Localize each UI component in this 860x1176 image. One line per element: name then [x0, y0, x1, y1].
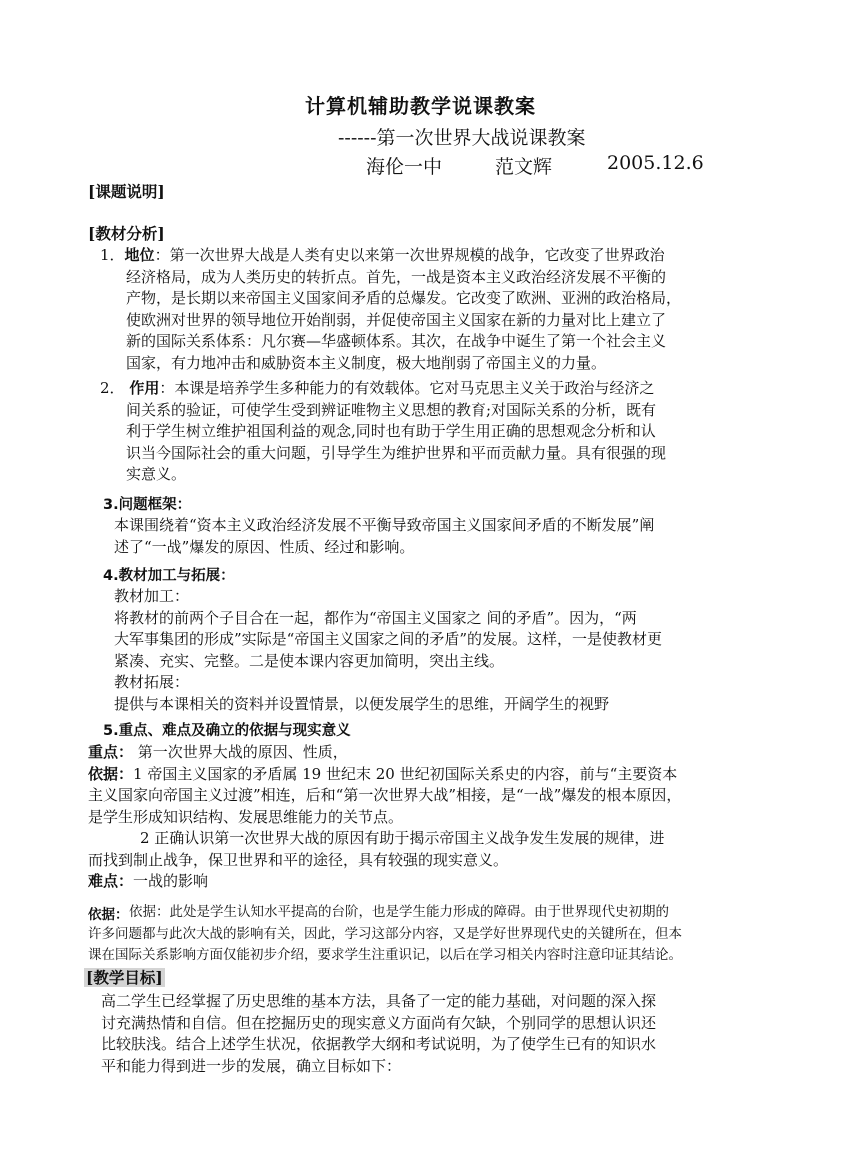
- document-date: 2005.12.6: [607, 152, 704, 174]
- author-name: 范文辉: [495, 156, 553, 178]
- item-line: 紧凑、充实、完整。二是使本课内容更加简明，突出主线。: [114, 651, 505, 670]
- item-line: 本课围绕着“资本主义政治经济发展不平衡导致帝国主义国家间矛盾的不断发展”阐: [114, 516, 655, 534]
- item-position: [100, 245, 681, 374]
- basis-line: 许多问题都与此次大战的影响有关，因此，学习这部分内容，又是学好世界现代史的关键所在，但本: [88, 925, 682, 942]
- basis-label: 依据：: [88, 764, 134, 783]
- goal-line: 比较肤浅。结合上述学生状况，依据教学大纲和考试说明，为了使学生已有的知识水: [101, 1035, 657, 1053]
- item-processing-body: [114, 586, 662, 715]
- item-line: 经济格局，成为人类历史的转折点。首先，一战是资本主义政治经济发展不平衡的: [126, 267, 667, 286]
- document-subtitle: ------第一次世界大战说课教案: [338, 127, 586, 149]
- school-name: 海伦一中: [366, 156, 443, 178]
- item-line: 利于学生树立维护祖国利益的观念,同时也有助于学生用正确的思想观念分析和认: [126, 422, 656, 440]
- keypoint-label: 重点：: [88, 743, 134, 761]
- item-line: 使欧洲对世界的领导地位开始削弱，并促使帝国主义国家在新的力量对比上建立了: [126, 310, 667, 329]
- basis-line: 课在国际关系影响方面仅能初步介绍，要求学生注重识记，以后在学习相关内容时注意印证其结论。: [88, 947, 682, 963]
- basis-line: 依据：此处是学生认知水平提高的台阶，也是学生能力形成的障碍。由于世界现代史初期的: [129, 904, 669, 920]
- section-material-heading: [教材分析]: [88, 224, 165, 243]
- goals-heading-text: [教学目标]: [86, 968, 163, 987]
- item-function: [100, 378, 666, 486]
- item-line: 述了“一战”爆发的原因、性质、经过和影响。: [114, 537, 415, 556]
- keypoint-text: 第一次世界大战的原因、性质，: [133, 743, 348, 761]
- item-line: 将教材的前两个子目合在一起，都作为“帝国主义国家之 间的矛盾”。因为，“两: [114, 608, 637, 627]
- item-line: 国家，有力地冲击和威胁资本主义制度，极大地削弱了帝国主义的力量。: [126, 353, 607, 372]
- item-label: 作用: [129, 379, 160, 397]
- item-line: 产物，是长期以来帝国主义国家间矛盾的总爆发。它改变了欧洲、亚洲的政治格局，: [126, 289, 682, 307]
- item-keypoints-heading: 5.重点、难点及确立的依据与现实意义: [103, 723, 351, 739]
- item-line: ：本课是培养学生多种能力的有效载体。它对马克思主义关于政治与经济之: [159, 379, 655, 397]
- goal-line: 高二学生已经掌握了历史思维的基本方法，具备了一定的能力基础，对问题的深入探: [101, 992, 657, 1010]
- item-line: 间关系的验证，可使学生受到辨证唯物主义思想的教育;对国际关系的分析，既有: [126, 400, 657, 419]
- item-framework-body: [114, 515, 654, 558]
- basis3-label: 依据：: [88, 907, 129, 923]
- sub-heading: 教材加工：: [114, 587, 190, 605]
- section-topic-heading: [课题说明]: [88, 182, 165, 201]
- item-line: 提供与本课相关的资料并设置情景，以便发展学生的思维，开阔学生的视野: [114, 694, 610, 713]
- basis-line: 而找到制止战争，保卫世界和平的途径，具有较强的现实意义。: [88, 850, 509, 869]
- goals-body: [101, 991, 656, 1077]
- basis-line: 1 帝国主义国家的矛盾属 19 世纪末 20 世纪初国际关系史的内容，前与“主要资本: [133, 764, 678, 783]
- keypoint-block: [88, 742, 681, 893]
- document-title: 计算机辅助教学说课教案: [305, 94, 536, 118]
- basis-line: 是学生形成知识结构、发展思维能力的关节点。: [88, 807, 404, 826]
- item-line: 实意义。: [126, 465, 187, 483]
- goal-line: 讨充满热情和自信。但在挖掘历史的现实意义方面尚有欠缺，个别同学的思想认识还: [101, 1013, 657, 1032]
- item-line: 大军事集团的形成”实际是“帝国主义国家之间的矛盾”的发展。这样，一是使教材更: [114, 630, 663, 648]
- item-number: 2．: [100, 379, 125, 397]
- difficulty-label: 难点：: [88, 872, 134, 890]
- item-line: ：第一次世界大战是人类有史以来第一次世界规模的战争，它改变了世界政治: [154, 246, 665, 264]
- item-processing-heading: 4.教材加工与拓展：: [103, 568, 235, 584]
- basis3-block: [88, 902, 682, 967]
- difficulty-text: 一战的影响: [133, 872, 209, 890]
- item-line: 新的国际关系体系：凡尔赛—华盛顿体系。其次，在战争中诞生了第一个社会主义: [126, 332, 667, 350]
- basis-line: 主义国家向帝国主义过渡”相连，后和“第一次世界大战”相接，是“一战”爆发的根本原因，: [88, 786, 682, 804]
- item-framework-heading: 3.问题框架：: [103, 497, 192, 513]
- goal-line: 平和能力得到进一步的发展，确立目标如下：: [101, 1056, 402, 1075]
- item-line: 识当今国际社会的重大问题，引导学生为维护世界和平而贡献力量。具有很强的现: [126, 443, 667, 462]
- basis-line: 2 正确认识第一次世界大战的原因有助于揭示帝国主义战争发生发展的规律，进: [140, 829, 665, 847]
- section-goals-heading: [84, 966, 165, 988]
- item-number: 1．: [100, 246, 125, 264]
- sub-heading: 教材拓展：: [114, 673, 190, 691]
- item-label: 地位: [124, 246, 155, 264]
